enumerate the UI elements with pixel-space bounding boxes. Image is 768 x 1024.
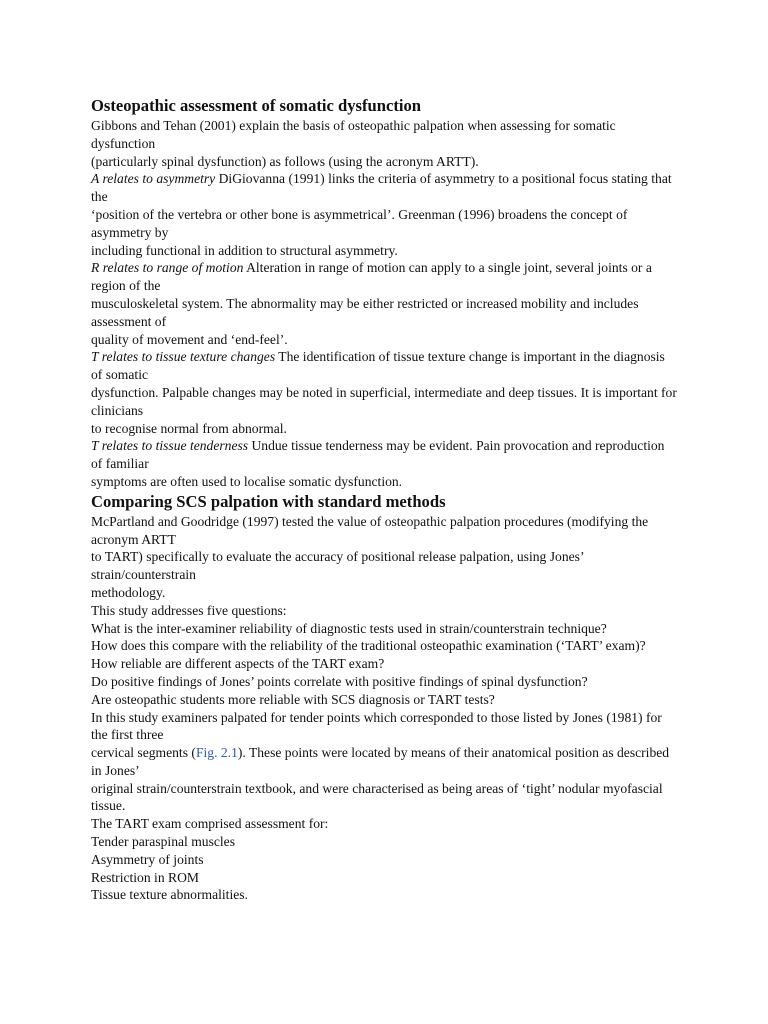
tart-item: Tender paraspinal muscles — [91, 834, 235, 850]
intro-line: McPartland and Goodridge (1997) tested the value of osteopathic palpation procedures (modifying the acronym ARTT — [91, 513, 649, 547]
section-heading-comparing: Comparing SCS palpation with standard methods — [91, 491, 446, 511]
item-text: musculoskeletal system. The abnormality may be either restricted or increased mobility and includes assessment of — [91, 295, 639, 329]
study-text-fragment: cervical segments ( — [91, 745, 196, 761]
item-text: dysfunction. Palpable changes may be noted in superficial, intermediate and deep tissues. It is important for clinicians — [91, 384, 677, 418]
item-label: T relates to tissue texture changes — [91, 349, 276, 365]
item-label: R relates to range of motion — [91, 260, 244, 276]
question-item: What is the inter-examiner reliability of diagnostic tests used in strain/counterstrain technique? — [91, 620, 607, 636]
intro-line: to TART) specifically to evaluate the accuracy of positional release palpation, using Jones’ strain/counterstrain — [91, 549, 584, 583]
intro-line: (particularly spinal dysfunction) as follows (using the acronym ARTT). — [91, 153, 479, 169]
intro-line: methodology. — [91, 584, 166, 600]
item-tissue-texture — [91, 348, 679, 384]
item-range-of-motion — [91, 259, 679, 295]
item-text: Undue tissue tenderness may be evident. Pain provocation and reproduction of familiar — [91, 438, 665, 472]
item-text: to recognise normal from abnormal. — [91, 420, 287, 436]
item-text: including functional in addition to structural asymmetry. — [91, 242, 398, 258]
intro-line: Gibbons and Tehan (2001) explain the basis of osteopathic palpation when assessing for somatic dysfunction — [91, 118, 616, 151]
document-body — [91, 96, 679, 904]
item-asymmetry — [91, 170, 679, 206]
question-item: Do positive findings of Jones’ points correlate with positive findings of spinal dysfunction? — [91, 673, 588, 689]
study-text: In this study examiners palpated for tender points which corresponded to those listed by Jones (1981) for the first three — [91, 709, 662, 743]
item-text: quality of movement and ‘end-feel’. — [91, 331, 288, 347]
study-text — [91, 744, 679, 780]
item-text: ‘position of the vertebra or other bone is asymmetrical’. Greenman (1996) broadens the concept of asymmetry by — [91, 206, 628, 240]
tart-item: Asymmetry of joints — [91, 851, 204, 867]
study-text-fragment: ). These points were located by means of their anatomical position as described in Jones’ — [91, 745, 670, 778]
tart-item: Restriction in ROM — [91, 869, 199, 885]
tart-intro: The TART exam comprised assessment for: — [91, 816, 329, 832]
question-item: How does this compare with the reliability of the traditional osteopathic examination (‘TART’ exam)? — [91, 638, 646, 654]
study-text: original strain/counterstrain textbook, and were characterised as being areas of ‘tight’ nodular myofascial tissue. — [91, 780, 663, 814]
item-text: Alteration in range of motion can apply to a single joint, several joints or a region of the — [91, 260, 652, 294]
questions-intro: This study addresses five questions: — [91, 602, 287, 618]
question-item: How reliable are different aspects of the TART exam? — [91, 656, 385, 672]
section-heading-assessment: Osteopathic assessment of somatic dysfunction — [91, 96, 422, 115]
tart-item: Tissue texture abnormalities. — [91, 887, 248, 903]
figure-link[interactable]: Fig. 2.1 — [195, 745, 238, 761]
question-item: Are osteopathic students more reliable with SCS diagnosis or TART tests? — [91, 691, 495, 707]
item-tissue-tenderness — [91, 437, 679, 473]
item-label: T relates to tissue tenderness — [91, 438, 249, 454]
item-text: DiGiovanna (1991) links the criteria of asymmetry to a positional focus stating that the — [91, 171, 672, 205]
item-label: A relates to asymmetry — [91, 171, 216, 187]
item-text: symptoms are often used to localise somatic dysfunction. — [91, 473, 403, 489]
item-text: The identification of tissue texture change is important in the diagnosis of somatic — [91, 349, 665, 383]
